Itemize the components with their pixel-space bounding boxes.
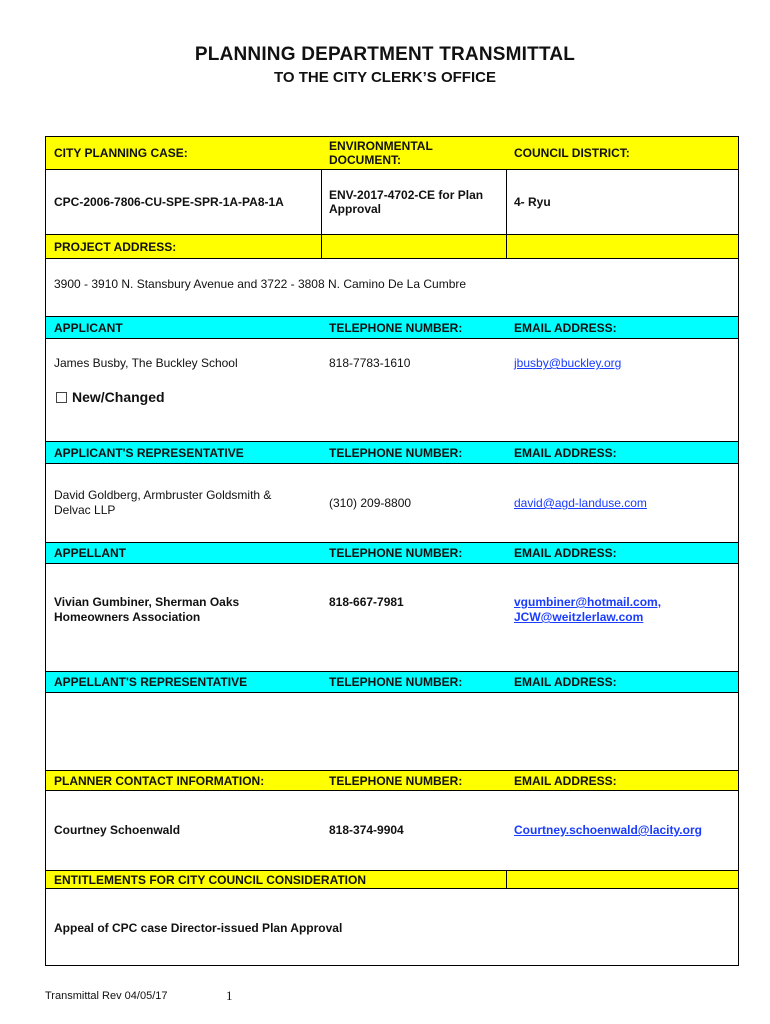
entitlements-label: ENTITLEMENTS FOR CITY COUNCIL CONSIDERATION <box>54 872 367 887</box>
applicant-label: APPLICANT <box>54 320 123 335</box>
applicant-rep-header-row <box>46 441 738 464</box>
page-number: 1 <box>226 988 233 1003</box>
council-district-label: COUNCIL DISTRICT: <box>514 146 630 160</box>
appellant-rep-row <box>46 693 738 770</box>
environmental-document-value: ENV-2017-4702-CE for Plan Approval <box>329 188 484 216</box>
appellant-name: Vivian Gumbiner, Sherman Oaks Homeowners Association <box>54 595 240 624</box>
appellant-label: APPELLANT <box>54 546 126 560</box>
project-address-label: PROJECT ADDRESS: <box>54 239 177 254</box>
entitlements-header-row <box>46 870 738 889</box>
council-district-value: 4- Ryu <box>514 195 551 209</box>
case-header-row <box>46 137 738 170</box>
applicant-email-label: EMAIL ADDRESS: <box>514 320 617 335</box>
appellant-phone-label: TELEPHONE NUMBER: <box>329 546 463 560</box>
planner-name: Courtney Schoenwald <box>54 823 181 837</box>
appellant-phone: 818-667-7981 <box>329 595 404 609</box>
appellant-email-link-1[interactable]: vgumbiner@hotmail.com, <box>514 595 662 609</box>
project-address-value: 3900 - 3910 N. Stansbury Avenue and 3722 - 3808 N. Camino De La Cumbre <box>54 277 467 291</box>
applicant-phone: 818-7783-1610 <box>329 356 411 370</box>
applicant-email-link[interactable]: jbusby@buckley.org <box>514 356 622 370</box>
appellant-rep-phone-label: TELEPHONE NUMBER: <box>329 675 463 689</box>
planner-email-label: EMAIL ADDRESS: <box>514 773 617 788</box>
city-planning-case-label: CITY PLANNING CASE: <box>54 146 188 160</box>
transmittal-form <box>45 136 739 966</box>
applicant-rep-phone-label: TELEPHONE NUMBER: <box>329 445 463 460</box>
planner-header-row <box>46 770 738 791</box>
appellant-row <box>46 564 738 671</box>
planner-label: PLANNER CONTACT INFORMATION: <box>54 773 265 788</box>
planner-phone: 818-374-9904 <box>329 823 404 837</box>
page-title: PLANNING DEPARTMENT TRANSMITTAL <box>194 44 576 65</box>
case-number: CPC-2006-7806-CU-SPE-SPR-1A-PA8-1A <box>54 195 284 209</box>
applicant-rep-row <box>46 464 738 542</box>
planner-email-link[interactable]: Courtney.schoenwald@lacity.org <box>514 823 702 837</box>
applicant-name: James Busby, The Buckley School <box>54 356 238 370</box>
entitlements-value: Appeal of CPC case Director-issued Plan Approval <box>54 921 343 935</box>
applicant-rep-label: APPLICANT'S REPRESENTATIVE <box>54 445 244 460</box>
appellant-header-row <box>46 542 738 564</box>
appellant-rep-email-label: EMAIL ADDRESS: <box>514 675 617 689</box>
applicant-phone-label: TELEPHONE NUMBER: <box>329 320 463 335</box>
environmental-document-label: ENVIRONMENTAL DOCUMENT: <box>329 139 433 167</box>
new-changed-checkbox[interactable] <box>56 392 67 403</box>
page-subtitle: TO THE CITY CLERK’S OFFICE <box>274 69 496 86</box>
project-address-row <box>46 259 738 316</box>
planner-phone-label: TELEPHONE NUMBER: <box>329 773 463 788</box>
appellant-rep-header-row <box>46 671 738 693</box>
new-changed-checkbox-group[interactable] <box>56 389 165 405</box>
applicant-rep-name: David Goldberg, Armbruster Goldsmith & Delvac LLP <box>54 488 272 517</box>
new-changed-label: New/Changed <box>72 389 165 405</box>
appellant-rep-label: APPELLANT'S REPRESENTATIVE <box>54 675 248 689</box>
appellant-email-label: EMAIL ADDRESS: <box>514 546 617 560</box>
project-address-header-row <box>46 234 738 259</box>
applicant-rep-email-link[interactable]: david@agd-landuse.com <box>514 496 647 510</box>
appellant-email-link-2[interactable]: JCW@weitzlerlaw.com <box>514 610 644 624</box>
planner-row <box>46 791 738 870</box>
applicant-rep-phone: (310) 209-8800 <box>329 496 412 510</box>
entitlements-row <box>46 889 738 965</box>
case-values-row <box>46 170 738 234</box>
revision-footer: Transmittal Rev 04/05/17 <box>45 990 168 1002</box>
applicant-rep-email-label: EMAIL ADDRESS: <box>514 445 617 460</box>
applicant-header-row <box>46 316 738 339</box>
